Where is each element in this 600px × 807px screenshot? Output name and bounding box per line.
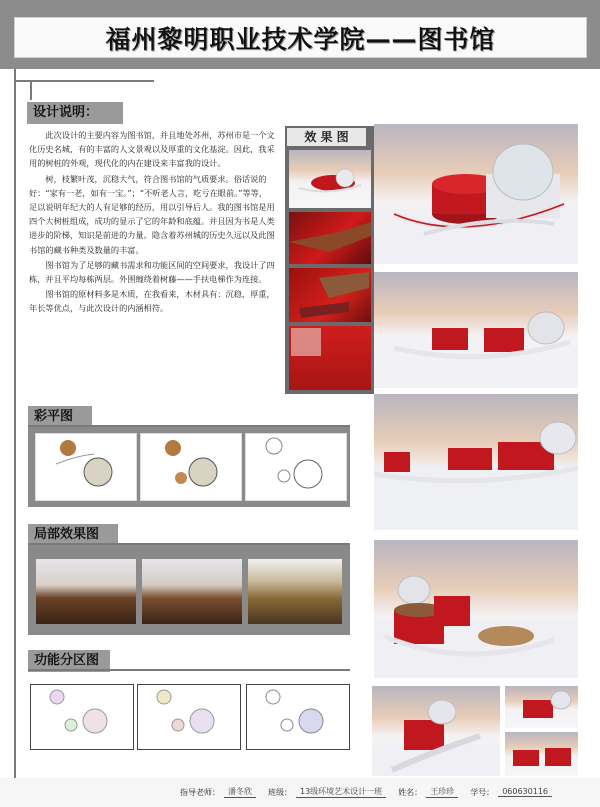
desc-paragraph-2: 树，枝繁叶茂，沉稳大气，符合图书馆的气质要求。俗话说的好：“家有一老，如有一宝。”；“不听老人言，吃亏在眼前。”等等，足以说明年纪大的人有足够的经历，用以引导后人。我的图书馆是用四个大树桩组成，成功的显示了它的年龄和底蕴。并且因为书是人类进步的阶梯，知识是前进的力量。隐含着苏州城的历史久远以及此图书馆的藏书种类及数量的丰富。 [29, 173, 275, 255]
effect-thumb-3 [289, 268, 371, 322]
name-value: 王珍珍 [426, 786, 458, 798]
section-heading-partial: 局部效果图 [28, 524, 118, 546]
desc-paragraph-4: 图书馆的原材料多是木质，在我看来，木材具有：沉稳，厚重，年长等优点，与此次设计的内涵相符。 [29, 289, 275, 314]
function-plan-2 [137, 684, 241, 750]
top-rule [14, 80, 154, 82]
page-title: 福州黎明职业技术学院——图书馆 [105, 24, 496, 54]
partial-render-2 [142, 559, 242, 624]
render-main-4 [374, 540, 578, 678]
partial-render-1 [36, 559, 136, 624]
footer [0, 778, 600, 807]
desc-paragraph-3: 图书馆为了足够的藏书需求和功能区间的空间要求，我设计了四栋，并且平均每栋两层。外围缠绕着树藤——手扶电梯作为连接。 [29, 259, 275, 285]
section-heading-design: 设计说明： [27, 102, 123, 124]
render-small-1 [505, 686, 578, 728]
effect-thumb-1 [289, 150, 371, 208]
class-value: 13级环境艺术设计一班 [296, 786, 386, 798]
name-label: 姓名： [398, 787, 423, 797]
effect-thumb-4 [289, 326, 371, 390]
title-box [14, 17, 587, 58]
function-plan-1 [30, 684, 134, 750]
desc-paragraph-1: 此次设计的主要内容为图书馆，并且地处苏州，苏州市是一个文化历史名城，有的丰富的人文景观以及厚重的文化基淀。因此，我采用的树桩的外观，现代化的内在建设来丰富我的设计。 [29, 130, 275, 169]
color-plan-2 [140, 433, 242, 501]
render-small-2 [505, 732, 578, 776]
render-main-3 [374, 394, 578, 530]
color-plan-3 [245, 433, 347, 501]
function-rule [28, 669, 350, 671]
teacher-value: 潘冬欣 [224, 786, 256, 798]
rule-tick [30, 80, 32, 100]
id-label: 学号： [470, 787, 495, 797]
color-plan-1 [35, 433, 137, 501]
render-main-1 [374, 124, 578, 264]
section-heading-effect: 效 果 图 [287, 128, 366, 146]
left-rule [14, 69, 16, 779]
function-plan-3 [246, 684, 350, 750]
class-label: 班级： [268, 787, 292, 797]
teacher-label: 指导老师： [180, 787, 220, 797]
design-description [29, 128, 275, 317]
render-main-2 [374, 272, 578, 388]
section-heading-function: 功能分区图 [28, 650, 110, 672]
partial-render-3 [248, 559, 342, 624]
render-main-5 [372, 686, 500, 776]
id-value: 060630116 [498, 787, 552, 797]
effect-thumb-2 [289, 212, 371, 264]
section-heading-color-plan: 彩平图 [28, 406, 92, 428]
